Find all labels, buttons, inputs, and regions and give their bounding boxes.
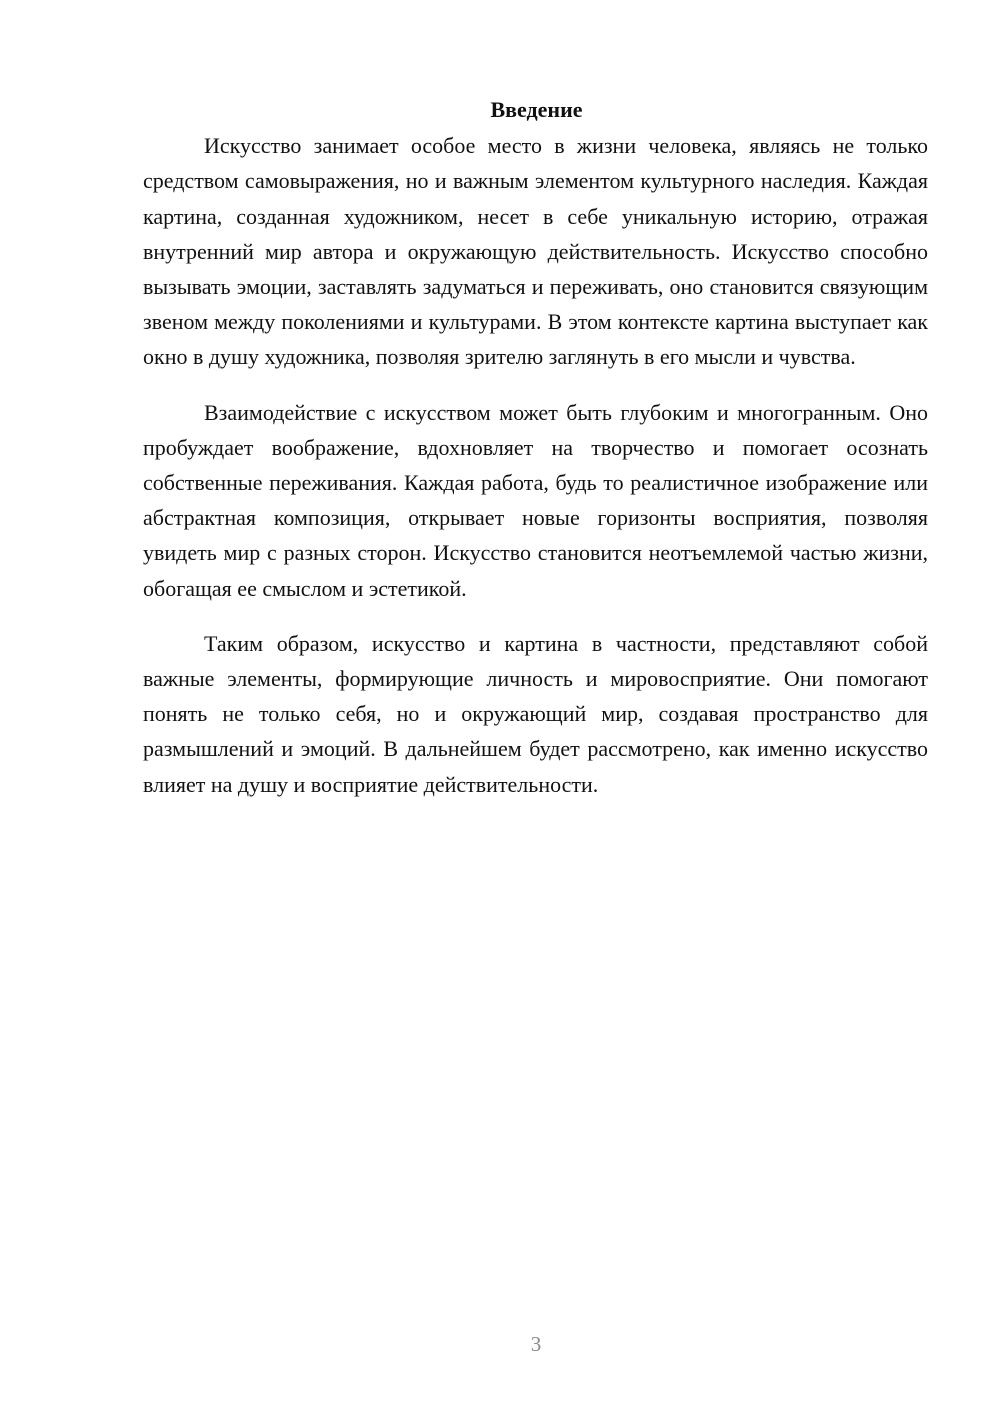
paragraph-2: Взаимодействие с искусством может быть глубоким и многогранным. Оно пробуждает воображение, вдохновляет на творчество и помогает осознать собственные переживания. Каждая работа, будь то реалистичное изображение или абстрактная композиция, открывает новые горизонты восприятия, позволяя увидеть мир с разных сторон. Искусство становится неотъемлемой частью жизни, обогащая ее смыслом и эстетикой. bbox=[143, 399, 928, 601]
paragraph-1: Искусство занимает особое место в жизни человека, являясь не только средством самовыражения, но и важным элементом культурного наследия. Каждая картина, созданная художником, несет в себе уникальную историю, отражая внутренний мир автора и окружающую действительность. Искусство способно вызывать эмоции, заставлять задуматься и переживать, оно становится связующим звеном между поколениями и культурами. В этом контексте картина выступает как окно в душу художника, позволяя зрителю заглянуть в его мысли и чувства. bbox=[143, 133, 928, 370]
page-content bbox=[143, 92, 928, 822]
paragraph-3: Таким образом, искусство и картина в частности, представляют собой важные элементы, формирующие личность и мировосприятие. Они помогают понять не только себя, но и окружающий мир, создавая пространство для размышлений и эмоций. В дальнейшем будет рассмотрено, как именно искусство влияет на душу и восприятие действительности. bbox=[143, 630, 928, 797]
page-number: 3 bbox=[530, 1332, 542, 1356]
section-heading: Введение bbox=[490, 97, 583, 122]
